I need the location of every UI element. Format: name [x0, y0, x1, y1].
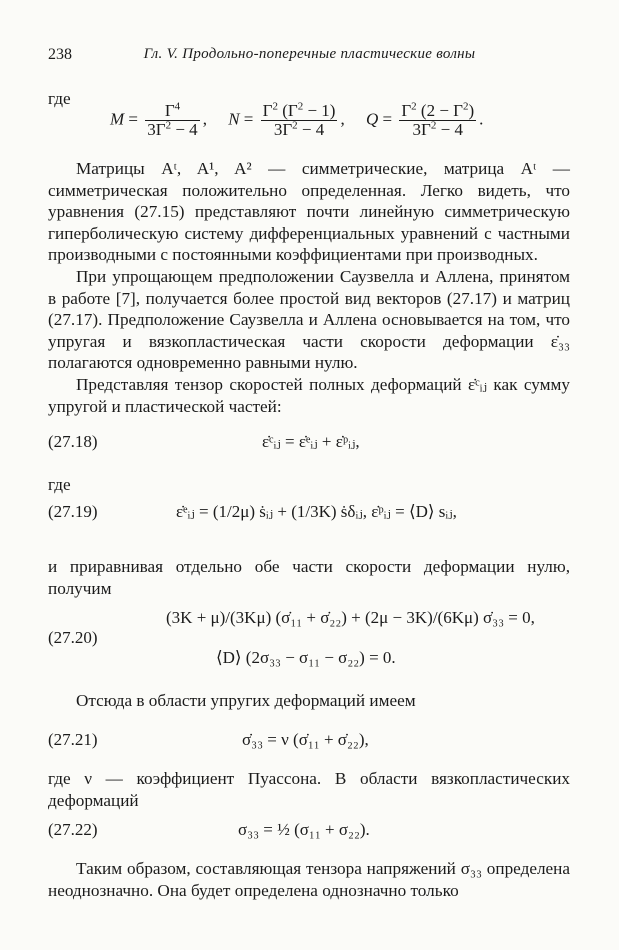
- paragraph-equating: и приравнивая отдельно обе части скорости деформации нулю, получим: [48, 557, 570, 598]
- equation-number-27-18: (27.18): [48, 432, 98, 451]
- equation-27-18: ε̇ᶜᵢⱼ = ε̇ᵉᵢⱼ + ε̇ᵖᵢⱼ,: [262, 432, 360, 451]
- equation-27-20-line-1: (3K + μ)/(3Kμ) (σ̇₁₁ + σ̇₂₂) + (2μ − 3K)/(6Kμ) σ̇₃₃ = 0,: [166, 608, 535, 627]
- paragraph-matrices: Матрицы Aᵗ, A¹, A² — симметрические, матрица Aᵗ — симметрическая положительно определенная. Легко видеть, что уравнения (27.15) представляют почти линейную симметрическую гиперболическую систему дифференциальных уравнений с частными производными с постоянными коэффициентами при производных.: [48, 159, 570, 265]
- equation-number-27-19: (27.19): [48, 502, 98, 521]
- equation-27-20-line-2: ⟨D⟩ (2σ₃₃ − σ₁₁ − σ₂₂) = 0.: [216, 648, 396, 667]
- paragraph-strain-rate: Представляя тензор скоростей полных деформаций ε̇ᶜᵢⱼ как сумму упругой и пластической частей:: [48, 375, 570, 416]
- paragraph-conclusion: Таким образом, составляющая тензора напряжений σ₃₃ определена неоднозначно. Она будет определена однозначно только: [48, 859, 570, 900]
- equation-mnq: M = $\frac{\Gamma^4}{3\Gamma^2 - 4}$ , N = $\frac{\Gamma^2 (\Gamma^2 - 1)}{3\Gamma^2 - 4}$ , Q = $\frac{\Gamma^2 (2 - \Gamma^2)}{3\Gamma^2 - 4}$ .: [110, 100, 484, 139]
- running-title: Гл. V. Продольно-поперечные пластические волны: [143, 46, 476, 62]
- page-number: 238: [48, 46, 72, 63]
- equation-number-27-21: (27.21): [48, 730, 98, 749]
- equation-27-19: ε̇ᵉᵢⱼ = (1/2μ) ṡᵢⱼ + (1/3K) ṡδᵢⱼ, ε̇ᵖᵢⱼ = ⟨D⟩ sᵢⱼ,: [176, 502, 457, 521]
- word-gde-1: где: [48, 89, 71, 108]
- equation-27-21: σ̇₃₃ = ν (σ̇₁₁ + σ̇₂₂),: [242, 730, 369, 749]
- paragraph-southwell-allen: При упрощающем предположении Саузвелла и Аллена, принятом в работе [7], получается более простой вид векторов (27.17) и матриц (27.17). Предположение Саузвелла и Аллена основывается на том, что упругая и вязкопластическая части скорости деформации ε̇₃₃ полагаются одновременно равными нулю.: [48, 267, 570, 373]
- paragraph-elastic-region: Отсюда в области упругих деформаций имеем: [76, 691, 416, 710]
- paragraph-poisson: где ν — коэффициент Пуассона. В области вязкопластических деформаций: [48, 769, 570, 810]
- word-gde-2: где: [48, 475, 71, 494]
- equation-27-22: σ₃₃ = ½ (σ₁₁ + σ₂₂).: [238, 820, 370, 839]
- equation-number-27-22: (27.22): [48, 820, 98, 839]
- equation-number-27-20: (27.20): [48, 628, 98, 647]
